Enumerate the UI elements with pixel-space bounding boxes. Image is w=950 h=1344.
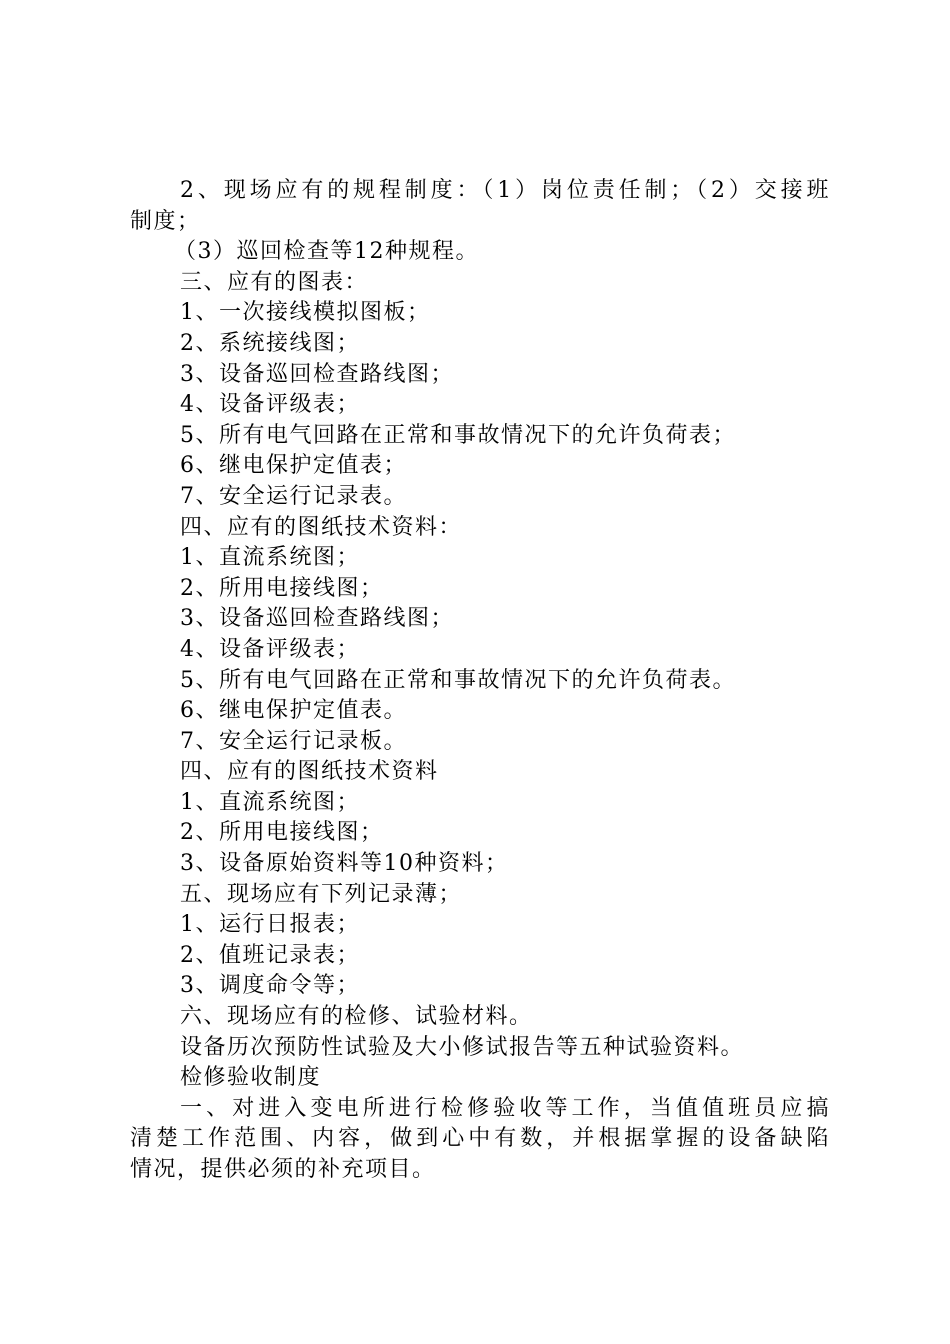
list-item: 2、所用电接线图；	[180, 820, 384, 846]
list-item: 6、继电保护定值表；	[180, 453, 407, 479]
list-item: 3、设备巡回检查路线图；	[180, 606, 454, 632]
list-item: 1、直流系统图；	[180, 789, 360, 815]
list-item: 2、值班记录表；	[180, 942, 360, 968]
list-item: 3、设备巡回检查路线图；	[180, 361, 454, 387]
list-item: 1、直流系统图；	[180, 545, 360, 571]
list-item: 6、继电保护定值表。	[180, 698, 407, 724]
list-item: 5、所有电气回路在正常和事故情况下的允许负荷表；	[180, 422, 736, 448]
section-heading: 六、现场应有的检修、试验材料。	[180, 1004, 533, 1030]
list-item: 1、运行日报表；	[180, 912, 360, 938]
list-item: 4、设备评级表；	[180, 392, 360, 418]
list-item: 7、安全运行记录板。	[180, 728, 407, 754]
list-item: 5、所有电气回路在正常和事故情况下的允许负荷表。	[180, 667, 736, 693]
list-item: 2、所用电接线图；	[180, 575, 384, 601]
list-item: 3、调度命令等；	[180, 973, 360, 999]
paragraph-line: （3）巡回检查等12种规程。	[174, 239, 479, 265]
section-heading: 三、应有的图表：	[180, 269, 369, 295]
section-heading: 四、应有的图纸技术资料：	[180, 514, 463, 540]
paragraph-line: 清楚工作范围、内容，做到心中有数，并根据掌握的设备缺陷	[130, 1126, 830, 1152]
document-body	[130, 176, 830, 1186]
list-item: 3、设备原始资料等10种资料；	[180, 851, 509, 877]
list-item: 7、安全运行记录表。	[180, 483, 407, 509]
list-item: 2、系统接线图；	[180, 330, 360, 356]
list-item: 4、设备评级表；	[180, 636, 360, 662]
paragraph-line: 情况，提供必须的补充项目。	[130, 1157, 436, 1182]
section-title: 检修验收制度	[180, 1065, 322, 1091]
paragraph-line: 2、现场应有的规程制度：（1）岗位责任制；（2）交接班	[180, 178, 830, 203]
paragraph-line: 一、对进入变电所进行检修验收等工作，当值值班员应搞	[180, 1095, 830, 1121]
section-heading: 四、应有的图纸技术资料	[180, 759, 439, 785]
paragraph-line: 制度；	[130, 208, 201, 234]
paragraph-line: 设备历次预防性试验及大小修试报告等五种试验资料。	[180, 1034, 745, 1060]
section-heading: 五、现场应有下列记录薄；	[180, 881, 463, 907]
list-item: 1、一次接线模拟图板；	[180, 300, 431, 326]
